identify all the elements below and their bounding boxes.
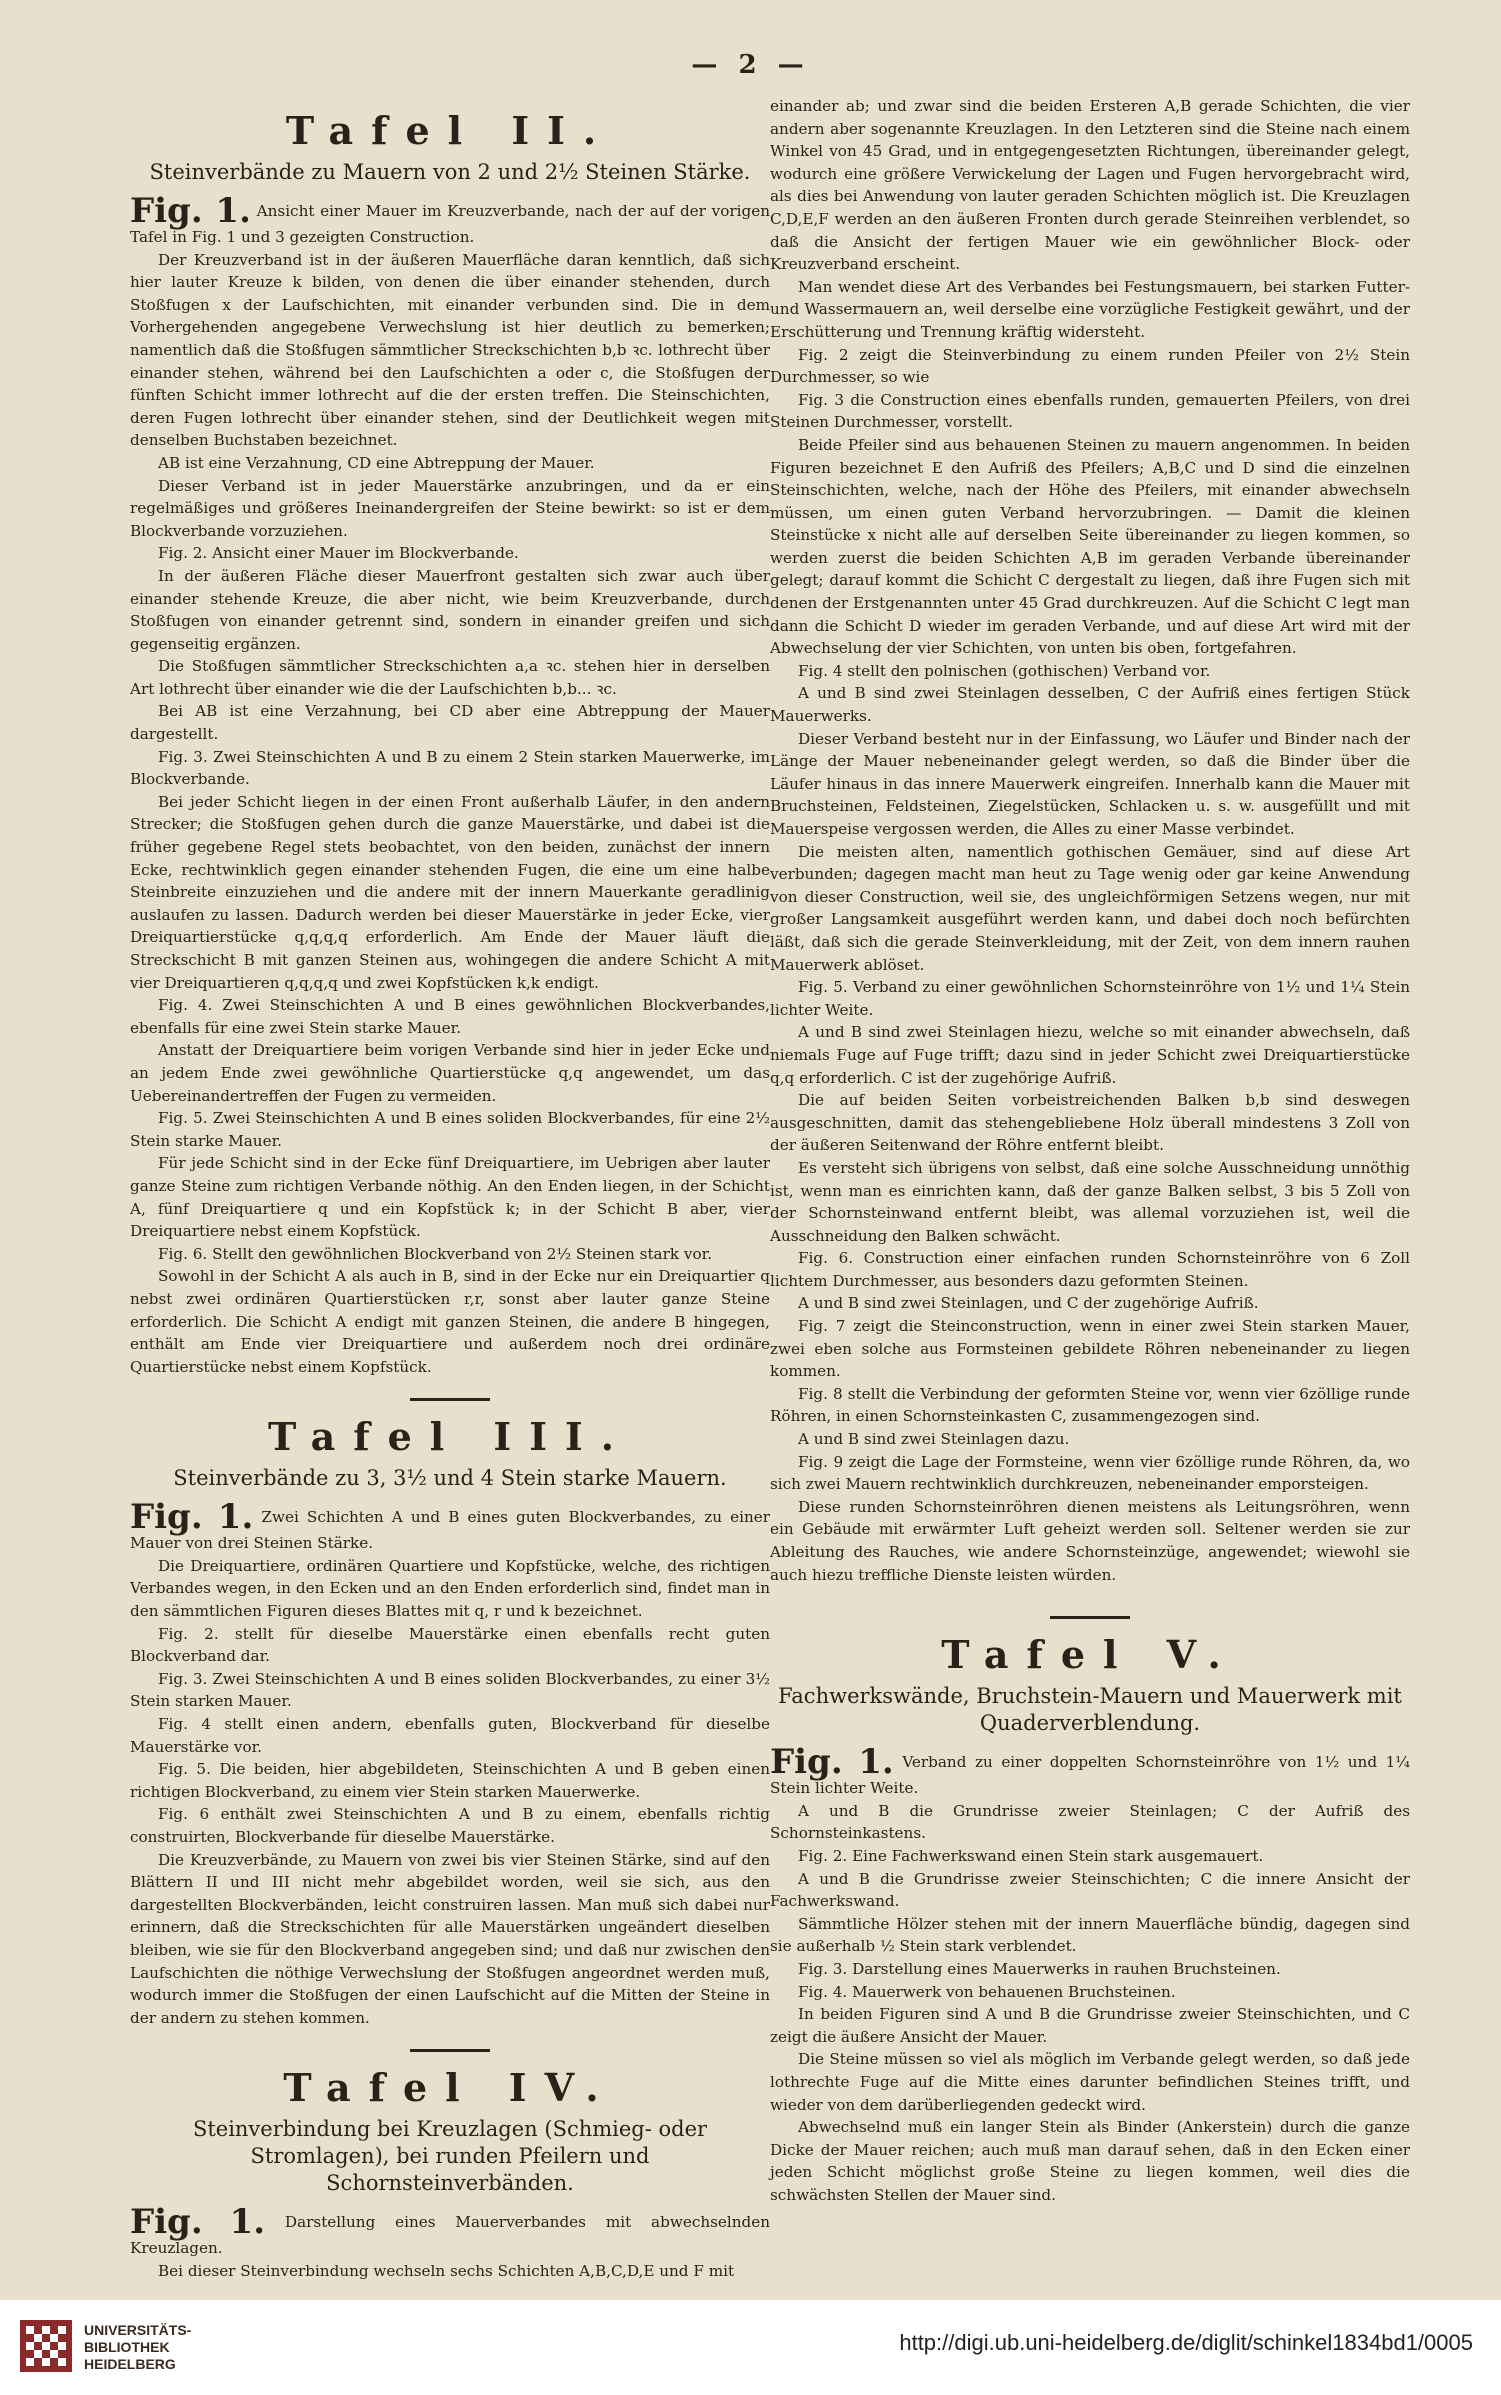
- fig-label: Fig. 1.: [130, 1497, 254, 1538]
- paragraph: Fig. 3. Zwei Steinschichten A und B zu einem 2 Stein starken Mauerwerke, im Blockverbande.: [130, 747, 770, 789]
- paragraph: A und B die Grundrisse zweier Steinschichten; C die innere Ansicht der Fachwerkswand.: [770, 1869, 1410, 1911]
- paragraph: Dieser Verband besteht nur in der Einfassung, wo Läufer und Binder nach der Länge der Mauer nebeneinander gelegt werden, so daß die Binder über die Läufer hinaus in das innere Mauerwerk eingreifen. Innerhalb kann die Mauer mit Bruchsteinen, Feldsteinen, Ziegelstücken, Schlacken u. s. w. ausgefüllt und mit Mauerspeise vergossen werden, die Alles zu einer Masse verbindet.: [770, 729, 1410, 838]
- paragraph: Fig. 2. Eine Fachwerkswand einen Stein stark ausgemauert.: [798, 1846, 1264, 1865]
- paragraph: Fig. 2. stellt für dieselbe Mauerstärke einen ebenfalls recht guten Blockverband dar.: [130, 1624, 770, 1666]
- section-divider: [410, 2049, 490, 2052]
- paragraph: Die Dreiquartiere, ordinären Quartiere und Kopfstücke, welche, des richtigen Verbandes wegen, in den Ecken und an den Enden erforderlich sind, findet man in den sämmtlichen Figuren dieses Blattes mit q, r und k bezeichnet.: [130, 1556, 770, 1621]
- paragraph: Bei AB ist eine Verzahnung, bei CD aber eine Abtreppung der Mauer dargestellt.: [130, 702, 770, 744]
- tafel-2-title: Tafel II.: [285, 108, 615, 153]
- paragraph: A und B sind zwei Steinlagen desselben, C der Aufriß eines fertigen Stück Mauerwerks.: [770, 684, 1410, 726]
- page-number: — 2 —: [691, 50, 810, 80]
- viewer-footer: [0, 2300, 1501, 2395]
- paragraph: Fig. 6. Construction einer einfachen runden Schornsteinröhre von 6 Zoll lichtem Durchmesser, aus besonders dazu geformten Steinen.: [770, 1249, 1410, 1290]
- paragraph: Fig. 1. Ansicht einer Mauer im Kreuzverbande, nach der auf der vorigen Tafel in Fig. 1 und 3 gezeigten Construction.: [130, 191, 771, 246]
- university-seal-icon: [18, 2318, 74, 2374]
- paragraph: Die Steine müssen so viel als möglich im Verbande gelegt werden, so daß jede lothrechte Fuge auf die Mitte eines darunter befindlichen Steines trifft, und wieder von dem darüberliegenden gedeckt wird.: [770, 2050, 1410, 2114]
- paragraph: Fig. 3. Darstellung eines Mauerwerks in rauhen Bruchsteinen.: [798, 1959, 1281, 1978]
- paragraph: Fig. 2. Ansicht einer Mauer im Blockverbande.: [158, 544, 519, 563]
- paragraph: Fig. 2 zeigt die Steinverbindung zu einem runden Pfeiler von 2½ Stein Durchmesser, so wie: [770, 345, 1410, 387]
- paragraph: Sowohl in der Schicht A als auch in B, sind in der Ecke nur ein Dreiquartier q nebst zwei ordinären Quartierstücken r,r, sonst aber lauter ganze Steine erforderlich. Die Schicht A endigt mit ganzen Steinen, die andere B hingegen, enthält am Ende vier Dreiquartiere und außerdem noch drei ordinäre Quartierstücke nebst einem Kopfstück.: [130, 1267, 770, 1376]
- paragraph: Fig. 6 enthält zwei Steinschichten A und B zu einem, ebenfalls richtig construirten, Blockverbande für dieselbe Mauerstärke.: [130, 1805, 770, 1846]
- paragraph: Es versteht sich übrigens von selbst, daß eine solche Ausschneidung unnöthig ist, wenn man es einrichten kann, daß der ganze Balken selbst, 3 bis 5 Zoll von der Schornsteinwand entfernt bleibt, was allemal vorzuziehen ist, weil die Ausschneidung den Balken schwächt.: [770, 1158, 1410, 1245]
- paragraph: Fig. 1. Darstellung eines Mauerverbandes mit abwechselnden Kreuzlagen.: [130, 2202, 771, 2258]
- paragraph: Fig. 4 stellt einen andern, ebenfalls guten, Blockverband für dieselbe Mauerstärke vor.: [130, 1715, 770, 1756]
- paragraph: A und B sind zwei Steinlagen, und C der zugehörige Aufriß.: [798, 1294, 1259, 1313]
- paragraph: Fig. 4. Zwei Steinschichten A und B eines gewöhnlichen Blockverbandes, ebenfalls für eine zwei Stein starke Mauer.: [130, 996, 770, 1037]
- paragraph: Fig. 7 zeigt die Steinconstruction, wenn in einer zwei Stein starken Mauer, zwei eben solche aus Formsteinen gebildete Röhren nebeneinander zu liegen kommen.: [770, 1317, 1410, 1381]
- paragraph: Fig. 5. Die beiden, hier abgebildeten, Steinschichten A und B geben einen richtigen Blockverband, zu einem vier Stein starken Mauerwerke.: [130, 1760, 770, 1801]
- paragraph: Für jede Schicht sind in der Ecke fünf Dreiquartiere, im Uebrigen aber lauter ganze Steine zum richtigen Verbande nöthig. An den Enden liegen, in der Schicht A, fünf Dreiquartiere q und ein Kopfstück k; in der Schicht B aber, vier Dreiquartiere nebst einem Kopfstück.: [130, 1154, 770, 1241]
- paragraph: Fig. 3 die Construction eines ebenfalls runden, gemauerten Pfeilers, von drei Steinen Durchmesser, vorstellt.: [770, 390, 1410, 432]
- tafel-4-title: Tafel IV.: [283, 2065, 617, 2111]
- paragraph: Fig. 6. Stellt den gewöhnlichen Blockverband von 2½ Steinen stark vor.: [158, 1244, 713, 1263]
- right-column: [770, 95, 1410, 2206]
- fig-label: Fig. 1.: [770, 1742, 894, 1783]
- paragraph: einander ab; und zwar sind die beiden Ersteren A,B gerade Schichten, die vier andern aber sogenannte Kreuzlagen. In den Letzteren sind die Steine nach einem Winkel von 45 Grad, und in entgegengesetzten Richtungen, übereinander gelegt, wodurch eine größere Verwickelung der Lagen und Fugen hervorgebracht wird, als dies bei Anwendung von lauter geraden Schichten möglich ist. Die Kreuzlagen C,D,E,F werden an den äußeren Fronten durch gerade Steinreihen verblendet, so daß die Ansicht der fertigen Mauer wie ein gewöhnlicher Block- oder Kreuzverband erscheint.: [770, 97, 1410, 274]
- paragraph: Fig. 4 stellt den polnischen (gothischen) Verband vor.: [798, 661, 1211, 680]
- paragraph: Fig. 5. Verband zu einer gewöhnlichen Schornsteinröhre von 1½ und 1¼ Stein lichter Weite.: [770, 978, 1410, 1019]
- paragraph: AB ist eine Verzahnung, CD eine Abtreppung der Mauer.: [158, 453, 595, 472]
- paragraph: Diese runden Schornsteinröhren dienen meistens als Leitungsröhren, wenn ein Gebäude mit erwärmter Luft geheizt werden soll. Seltener werden sie zur Ableitung des Rauches, wie andere Schornsteinzüge, angewendet; wiewohl sie auch hiezu treffliche Dienste leisten würden.: [770, 1497, 1410, 1584]
- paragraph: A und B sind zwei Steinlagen hiezu, welche so mit einander abwechseln, daß niemals Fuge auf Fuge trifft; dazu sind in jeder Schicht zwei Dreiquartierstücke q,q erforderlich. C ist der zugehörige Aufriß.: [770, 1023, 1410, 1087]
- tafel-4-subtitle: Steinverbindung bei Kreuzlagen (Schmieg- oder Stromlagen), bei runden Pfeilern und Schornsteinverbänden.: [192, 2117, 708, 2196]
- paragraph: Die auf beiden Seiten vorbeistreichenden Balken b,b sind deswegen ausgeschnitten, damit das stehengebliebene Holz überall mindestens 3 Zoll von der äußeren Seitenwand der Röhre entfernt bleibt.: [770, 1091, 1410, 1155]
- paragraph: Die meisten alten, namentlich gothischen Gemäuer, sind auf diese Art verbunden; dagegen macht man heut zu Tage wenig oder gar keine Anwendung von dieser Construction, weil sie, des ungleichförmigen Setzens wegen, nur mit großer Langsamkeit ausgeführt werden kann, und dabei doch noch befürchten läßt, daß sich die gerade Steinverkleidung, mit der Zeit, von dem innern rauhen Mauerwerk ablöset.: [770, 842, 1410, 974]
- paragraph: Fig. 8 stellt die Verbindung der geformten Steine vor, wenn vier 6zöllige runde Röhren, in einen Schornsteinkasten C, zusammengezogen sind.: [770, 1384, 1410, 1426]
- tafel-5-title: Tafel V.: [941, 1632, 1239, 1678]
- tafel-2-subtitle: Steinverbände zu Mauern von 2 und 2½ Steinen Stärke.: [149, 160, 751, 184]
- section-divider: [410, 1398, 490, 1401]
- source-url-link[interactable]: http://digi.ub.uni-heidelberg.de/diglit/schinkel1834bd1/0005: [899, 2330, 1473, 2355]
- paragraph: Fig. 9 zeigt die Lage der Formsteine, wenn vier 6zöllige runde Röhren, da, wo sich zwei Mauern rechtwinklich durchkreuzen, nebeneinander emporsteigen.: [770, 1452, 1410, 1494]
- fig-label: Fig. 1.: [130, 191, 251, 231]
- library-name: UNIVERSITÄTS- BIBLIOTHEK HEIDELBERG: [84, 2322, 192, 2372]
- paragraph: A und B sind zwei Steinlagen dazu.: [798, 1430, 1070, 1449]
- section-divider: [1050, 1616, 1130, 1619]
- paragraph: Fig. 5. Zwei Steinschichten A und B eines soliden Blockverbandes, für eine 2½ Stein starke Mauer.: [130, 1109, 770, 1150]
- paragraph: Bei dieser Steinverbindung wechseln sechs Schichten A,B,C,D,E und F mit: [158, 2261, 735, 2280]
- paragraph: Dieser Verband ist in jeder Mauerstärke anzubringen, und da er ein regelmäßiges und größeres Ineinandergreifen der Steine bewirkt: so ist er dem Blockverbande vorzuziehen.: [130, 476, 770, 540]
- paragraph: Fig. 1. Zwei Schichten A und B eines guten Blockverbandes, zu einer Mauer von drei Steinen Stärke.: [130, 1497, 771, 1553]
- paragraph: Die Kreuzverbände, zu Mauern von zwei bis vier Steinen Stärke, sind auf den Blättern II und III nicht mehr abgebildet worden, weil sie sich, aus den dargestellten Blockverbänden, leicht construiren lassen. Man muß sich dabei nur erinnern, daß die Streckschichten für alle Mauerstärken ungeändert dieselben bleiben, wie sie für den Blockverband angegeben sind; und daß nur zwischen den Laufschichten die nöthige Verwechslung der Stoßfugen angeordnet werden muß, wodurch immer die Stoßfugen der einen Laufschicht auf die Mitten der Steine in der andern zu stehen kommen.: [130, 1850, 770, 2027]
- paragraph: In beiden Figuren sind A und B die Grundrisse zweier Steinschichten, und C zeigt die äußere Ansicht der Mauer.: [770, 2005, 1410, 2046]
- paragraph: Fig. 3. Zwei Steinschichten A und B eines soliden Blockverbandes, zu einer 3½ Stein starken Mauer.: [130, 1669, 770, 1711]
- paragraph: Die Stoßfugen sämmtlicher Streckschichten a,a ꝛc. stehen hier in derselben Art lothrecht über einander wie die der Laufschichten b,b... ꝛc.: [130, 657, 770, 698]
- left-column: [130, 95, 770, 2283]
- paragraph: In der äußeren Fläche dieser Mauerfront gestalten sich zwar auch über einander stehende Kreuze, die aber nicht, wie beim Kreuzverbande, durch Stoßfugen von einander getrennt sind, sondern in einander greifen und sich gegenseitig ergänzen.: [130, 566, 770, 653]
- tafel-3-title: Tafel III.: [267, 1414, 632, 1460]
- tafel-3-subtitle: Steinverbände zu 3, 3½ und 4 Stein starke Mauern.: [173, 1466, 727, 1491]
- paragraph: Fig. 1. Verband zu einer doppelten Schornsteinröhre von 1½ und 1¼ Stein lichter Weite.: [770, 1742, 1410, 1798]
- paragraph: Abwechselnd muß ein langer Stein als Binder (Ankerstein) durch die ganze Dicke der Mauer reichen; auch muß man darauf sehen, daß in den Ecken einer jeden Schicht möglichst große Steine zu liegen kommen, weil dies die schwächsten Stellen der Mauer sind.: [770, 2118, 1410, 2204]
- tafel-5-subtitle: Fachwerkswände, Bruchstein-Mauern und Mauerwerk mit Quaderverblendung.: [778, 1684, 1402, 1736]
- paragraph: Fig. 4. Mauerwerk von behauenen Bruchsteinen.: [798, 1982, 1176, 2001]
- paragraph: Anstatt der Dreiquartiere beim vorigen Verbande sind hier in jeder Ecke und an jedem Ende zwei gewöhnliche Quartierstücke q,q angewendet, um das Uebereinandertreffen der Fugen zu vermeiden.: [130, 1041, 770, 1105]
- paragraph: Sämmtliche Hölzer stehen mit der innern Mauerfläche bündig, dagegen sind sie außerhalb ½ Stein stark verblendet.: [770, 1914, 1410, 1956]
- paragraph: Man wendet diese Art des Verbandes bei Festungsmauern, bei starken Futter- und Wassermauern an, weil derselbe eine vorzügliche Festigkeit gewährt, und der Erschütterung und Trennung kräftig widersteht.: [770, 277, 1410, 341]
- paragraph: Beide Pfeiler sind aus behauenen Steinen zu mauern angenommen. In beiden Figuren bezeichnet E den Aufriß des Pfeilers; A,B,C und D sind die einzelnen Steinschichten, welche, nach der Höhe des Pfeilers, mit einander abwechseln müssen, um einen guten Verband hervorzubringen. — Damit die kleinen Steinstücke x nicht alle auf derselben Seite übereinander zu liegen kommen, so werden zuerst die beiden Schichten A,B im geraden Verbande übereinander gelegt; darauf kommt die Schicht C dergestalt zu liegen, daß ihre Fugen sich mit denen der Erstgenannten unter 45 Grad durchkreuzen. Auf die Schicht C legt man dann die Schicht D wieder im geraden Verbande, und auf diese Art wird mit der Abwechselung der vier Schichten, von unten bis oben, fortgefahren.: [770, 435, 1410, 658]
- paragraph: Der Kreuzverband ist in der äußeren Mauerfläche daran kenntlich, daß sich hier lauter Kreuze k bilden, von denen die über einander stehenden, durch Stoßfugen x der Laufschichten, mit einander verbunden sind. Die in dem Vorhergehenden angegebene Verwechslung ist hier deutlich zu bemerken; namentlich daß die Stoßfugen sämmtlicher Streckschichten b,b ꝛc. lothrecht über einander stehen, während bei den Laufschichten a oder c, die Stoßfugen der fünften Schicht immer lothrecht auf die der ersten treffen. Die Steinschichten, deren Fugen lothrecht über einander stehen, sind der Deutlichkeit wegen mit denselben Buchstaben bezeichnet.: [130, 250, 770, 450]
- paragraph: A und B die Grundrisse zweier Steinlagen; C der Aufriß des Schornsteinkastens.: [770, 1801, 1410, 1843]
- fig-label: Fig. 1.: [130, 2202, 266, 2243]
- paragraph: Bei jeder Schicht liegen in der einen Front außerhalb Läufer, in den andern Strecker; die Stoßfugen gehen durch die ganze Mauerstärke, und dabei ist die früher gegebene Regel stets beobachtet, von den beiden, zunächst der innern Ecke, rechtwinklich gegen einander stehenden Fugen, die eine um eine halbe Steinbreite einzuziehen und die andere mit der innern Mauerkante geradlinig auslaufen zu lassen. Dadurch werden bei dieser Mauerstärke in jeder Ecke, vier Dreiquartierstücke q,q,q,q erforderlich. Am Ende der Mauer läuft die Streckschicht B mit ganzen Steinen aus, wohingegen die andere Schicht A mit vier Dreiquartieren q,q,q,q und zwei Kopfstücken k,k endigt.: [130, 792, 770, 992]
